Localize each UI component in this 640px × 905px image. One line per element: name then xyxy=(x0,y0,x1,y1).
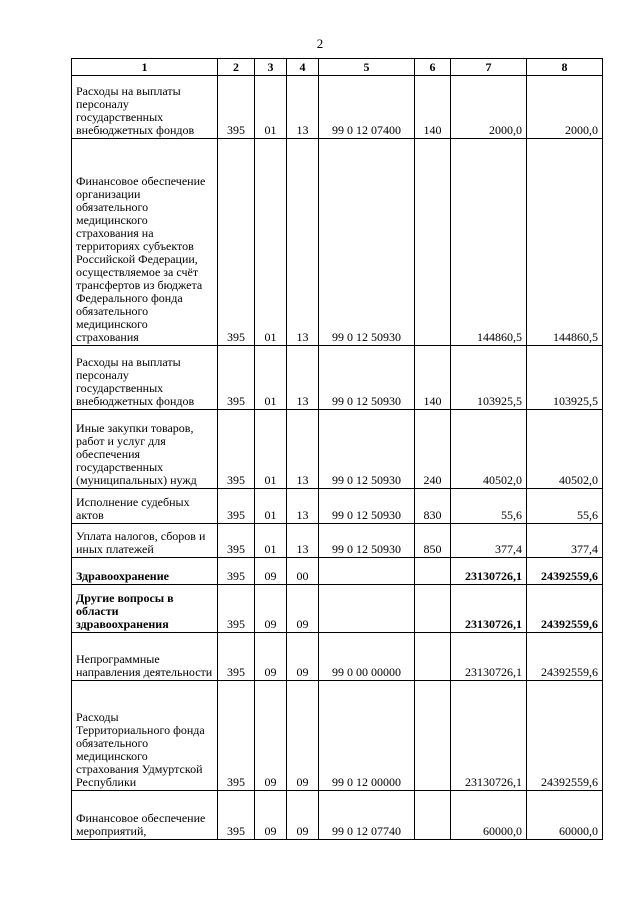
header-col-2: 2 xyxy=(218,59,255,76)
row-amount-2: 24392559,6 xyxy=(527,558,603,585)
table-row xyxy=(72,791,603,840)
header-col-5: 5 xyxy=(319,59,415,76)
row-target-article: 99 0 12 50930 xyxy=(319,489,415,524)
row-target-article: 99 0 12 50930 xyxy=(319,410,415,489)
header-col-8: 8 xyxy=(527,59,603,76)
row-amount-1: 55,6 xyxy=(451,489,527,524)
row-amount-1: 2000,0 xyxy=(451,76,527,139)
row-section: 01 xyxy=(255,139,287,346)
row-description: Иные закупки товаров, работ и услуг для обеспечения государственных (муниципальных) нужд xyxy=(72,410,218,489)
row-amount-1: 23130726,1 xyxy=(451,633,527,681)
header-col-6: 6 xyxy=(415,59,451,76)
table-row xyxy=(72,346,603,410)
row-admin-code: 395 xyxy=(218,585,255,633)
budget-table xyxy=(71,58,603,840)
row-description: Расходы на выплаты персоналу государственных внебюджетных фондов xyxy=(72,76,218,139)
row-admin-code: 395 xyxy=(218,558,255,585)
row-section: 09 xyxy=(255,585,287,633)
row-description: Финансовое обеспечение организации обязательного медицинского страхования на территориях субъектов Российской Федерации, осуществляемое за счёт трансфертов из бюджета Федерального фонда обязательного медицинского страхования xyxy=(72,139,218,346)
row-admin-code: 395 xyxy=(218,681,255,791)
row-amount-2: 144860,5 xyxy=(527,139,603,346)
table-row xyxy=(72,139,603,346)
row-subsection: 09 xyxy=(287,633,319,681)
row-admin-code: 395 xyxy=(218,346,255,410)
row-amount-1: 23130726,1 xyxy=(451,681,527,791)
row-target-article: 99 0 12 50930 xyxy=(319,139,415,346)
row-amount-2: 24392559,6 xyxy=(527,681,603,791)
row-section: 09 xyxy=(255,558,287,585)
row-amount-2: 103925,5 xyxy=(527,346,603,410)
row-expense-type xyxy=(415,633,451,681)
row-target-article: 99 0 12 50930 xyxy=(319,346,415,410)
row-expense-type: 830 xyxy=(415,489,451,524)
row-section: 09 xyxy=(255,633,287,681)
row-expense-type xyxy=(415,681,451,791)
row-description: Уплата налогов, сборов и иных платежей xyxy=(72,524,218,558)
row-amount-1: 103925,5 xyxy=(451,346,527,410)
row-amount-1: 60000,0 xyxy=(451,791,527,840)
table-row xyxy=(72,681,603,791)
header-row xyxy=(72,59,603,76)
row-section: 01 xyxy=(255,524,287,558)
row-target-article xyxy=(319,558,415,585)
row-description: Исполнение судебных актов xyxy=(72,489,218,524)
header-col-7: 7 xyxy=(451,59,527,76)
row-amount-2: 24392559,6 xyxy=(527,585,603,633)
row-expense-type xyxy=(415,558,451,585)
row-expense-type xyxy=(415,139,451,346)
table-row xyxy=(72,558,603,585)
header-col-4: 4 xyxy=(287,59,319,76)
row-expense-type: 140 xyxy=(415,76,451,139)
row-admin-code: 395 xyxy=(218,410,255,489)
row-expense-type: 240 xyxy=(415,410,451,489)
row-admin-code: 395 xyxy=(218,524,255,558)
row-amount-1: 144860,5 xyxy=(451,139,527,346)
row-subsection: 13 xyxy=(287,346,319,410)
row-subsection: 00 xyxy=(287,558,319,585)
row-admin-code: 395 xyxy=(218,139,255,346)
table-row xyxy=(72,76,603,139)
row-admin-code: 395 xyxy=(218,489,255,524)
row-subsection: 13 xyxy=(287,489,319,524)
row-amount-1: 40502,0 xyxy=(451,410,527,489)
table-row xyxy=(72,585,603,633)
row-target-article: 99 0 12 07740 xyxy=(319,791,415,840)
row-subsection: 13 xyxy=(287,76,319,139)
row-section: 09 xyxy=(255,791,287,840)
table-row xyxy=(72,633,603,681)
row-amount-2: 2000,0 xyxy=(527,76,603,139)
table-row xyxy=(72,410,603,489)
row-amount-2: 24392559,6 xyxy=(527,633,603,681)
row-amount-2: 40502,0 xyxy=(527,410,603,489)
header-col-1: 1 xyxy=(72,59,218,76)
row-subsection: 13 xyxy=(287,410,319,489)
row-expense-type xyxy=(415,791,451,840)
row-section: 09 xyxy=(255,681,287,791)
table-row xyxy=(72,524,603,558)
row-section: 01 xyxy=(255,346,287,410)
row-admin-code: 395 xyxy=(218,76,255,139)
row-target-article: 99 0 12 50930 xyxy=(319,524,415,558)
row-target-article: 99 0 12 07400 xyxy=(319,76,415,139)
table-row xyxy=(72,489,603,524)
row-amount-1: 23130726,1 xyxy=(451,585,527,633)
row-target-article xyxy=(319,585,415,633)
row-amount-1: 377,4 xyxy=(451,524,527,558)
row-target-article: 99 0 12 00000 xyxy=(319,681,415,791)
row-section: 01 xyxy=(255,76,287,139)
row-expense-type: 140 xyxy=(415,346,451,410)
row-description: Финансовое обеспечение мероприятий, xyxy=(72,791,218,840)
row-section: 01 xyxy=(255,410,287,489)
row-target-article: 99 0 00 00000 xyxy=(319,633,415,681)
row-subsection: 09 xyxy=(287,681,319,791)
row-section: 01 xyxy=(255,489,287,524)
row-admin-code: 395 xyxy=(218,633,255,681)
page-number: 2 xyxy=(316,36,324,51)
row-subsection: 09 xyxy=(287,791,319,840)
row-admin-code: 395 xyxy=(218,791,255,840)
row-expense-type: 850 xyxy=(415,524,451,558)
row-amount-1: 23130726,1 xyxy=(451,558,527,585)
row-description: Здравоохранение xyxy=(72,558,218,585)
row-description: Другие вопросы в области здравоохранения xyxy=(72,585,218,633)
row-description: Расходы Территориального фонда обязательного медицинского страхования Удмуртской Республики xyxy=(72,681,218,791)
row-description: Расходы на выплаты персоналу государственных внебюджетных фондов xyxy=(72,346,218,410)
row-description: Непрограммные направления деятельности xyxy=(72,633,218,681)
row-amount-2: 60000,0 xyxy=(527,791,603,840)
row-expense-type xyxy=(415,585,451,633)
row-subsection: 13 xyxy=(287,524,319,558)
row-subsection: 09 xyxy=(287,585,319,633)
row-amount-2: 55,6 xyxy=(527,489,603,524)
row-subsection: 13 xyxy=(287,139,319,346)
header-col-3: 3 xyxy=(255,59,287,76)
row-amount-2: 377,4 xyxy=(527,524,603,558)
